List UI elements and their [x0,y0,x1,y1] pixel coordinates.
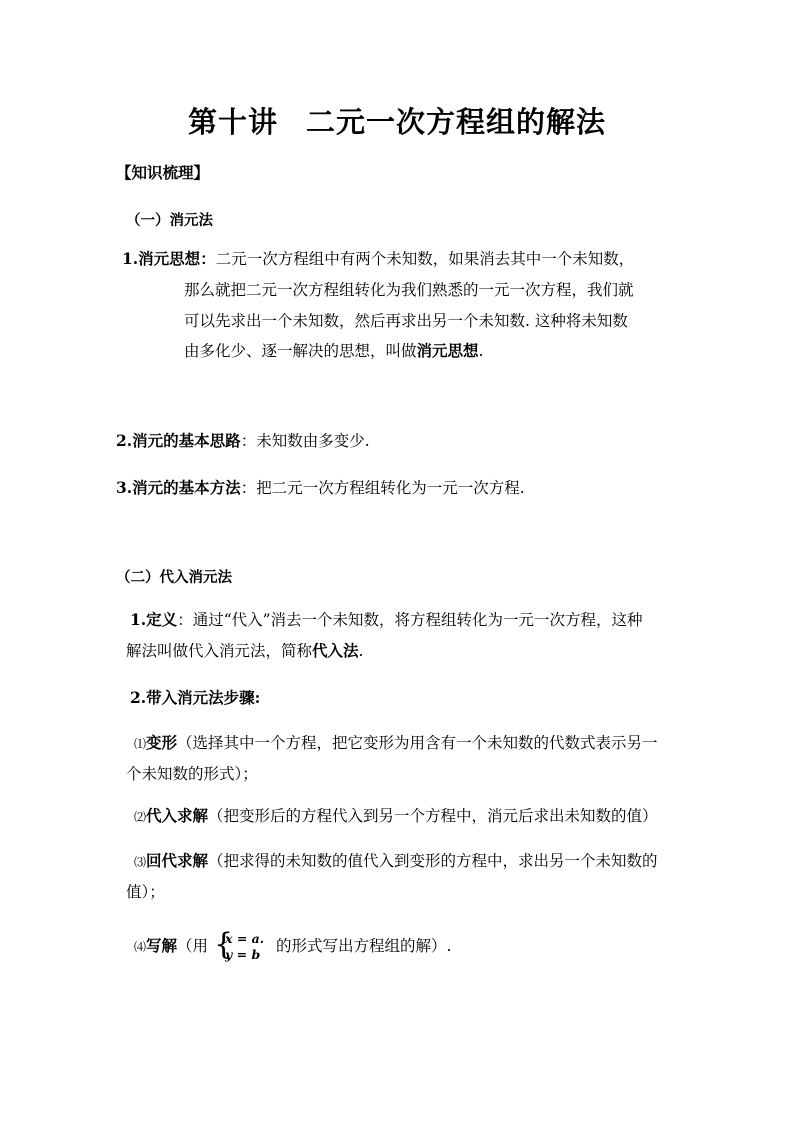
steps-heading: 2.带入消元法步骤: [130,688,261,707]
equation-system [214,927,270,963]
definition-line2: 解法叫做代入消元法，简称代入法. [126,641,364,660]
elimination-idea-line4: 由多化少、逐一解决的思想，叫做消元思想. [184,341,484,360]
title-lecture-number: 第十讲 [187,105,278,139]
heading-elimination-method: （一）消元法 [126,212,213,229]
elimination-idea-line2: 那么就把二元一次方程组转化为我们熟悉的一元一次方程，我们就 [184,281,634,299]
equation-y: y = b [225,947,261,962]
equation-x: x = a. [225,931,265,946]
left-brace-icon: { [214,927,234,962]
section-header-knowledge: 【知识梳理】 [116,163,210,182]
step4: ⑷写解（用 { x = a. y = b 的形式写出方程组的解）. [134,927,452,962]
title-topic: 二元一次方程组的解法 [306,105,607,139]
elimination-idea-line1: 1.消元思想：二元一次方程组中有两个未知数，如果消去其中一个未知数， [122,249,635,268]
elimination-basic-idea: 2.消元的基本思路：未知数由多变少. [116,431,370,450]
elimination-idea-term: 消元思想 [416,341,479,360]
elimination-basic-method: 3.消元的基本方法：把二元一次方程组转化为一元一次方程. [116,478,525,497]
step1-line2: 个未知数的形式）； [126,765,258,783]
heading-substitution-method: （二）代入消元法 [116,569,232,586]
step3-line2: 值）； [126,883,165,901]
step2: ⑵代入求解（把变形后的方程代入到另一个方程中，消元后求出未知数的值） [134,806,658,825]
substitution-term: 代入法 [312,641,359,660]
step3-line1: ⑶回代求解（把求得的未知数的值代入到变形的方程中，求出另一个未知数的 [134,851,658,870]
elimination-idea-line3: 可以先求出一个未知数，然后再求出另一个未知数. 这种将未知数 [184,312,628,330]
elimination-idea-label: 1.消元思想 [122,249,201,268]
page-title [0,100,794,141]
definition-line1: 1.定义：通过“代入”消去一个未知数，将方程组转化为一元一次方程，这种 [130,610,643,629]
step1-line1: ⑴变形（选择其中一个方程，把它变形为用含有一个未知数的代数式表示另一 [134,733,658,752]
